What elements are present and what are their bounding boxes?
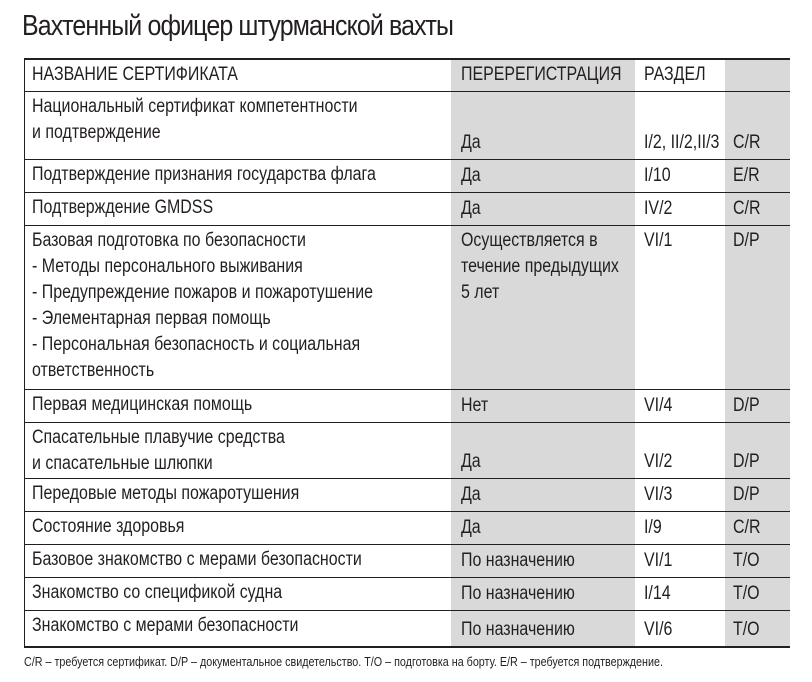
reregistration-value: Да bbox=[461, 451, 481, 472]
row-divider bbox=[24, 577, 790, 578]
row-divider bbox=[24, 192, 790, 193]
reregistration-value: Да bbox=[461, 132, 481, 153]
reregistration-value: По назначению bbox=[461, 619, 575, 640]
row-divider bbox=[24, 610, 790, 611]
reregistration-value: Да bbox=[461, 484, 481, 505]
reregistration-value: Да bbox=[461, 165, 481, 186]
table-left-border bbox=[24, 58, 25, 646]
document-code: D/P bbox=[733, 451, 760, 472]
row-divider bbox=[24, 422, 790, 423]
section-value: VI/4 bbox=[644, 395, 673, 416]
document-code: E/R bbox=[733, 165, 760, 186]
section-value: VI/1 bbox=[644, 550, 673, 571]
certificate-name: - Элементарная первая помощь bbox=[32, 308, 271, 329]
certificate-name: и подтверждение bbox=[32, 122, 161, 143]
document-code: D/P bbox=[733, 230, 760, 251]
certificate-name: Знакомство со спецификой судна bbox=[32, 582, 283, 603]
certificate-name: Подтверждение GMDSS bbox=[32, 197, 214, 218]
document-code: D/P bbox=[733, 484, 760, 505]
row-divider bbox=[24, 91, 790, 92]
document-code: D/P bbox=[733, 395, 760, 416]
document-code: C/R bbox=[733, 132, 761, 153]
legend-footnote: C/R – требуется сертификат. D/P – документальное свидетельство. T/O – подготовка на борту. E/R – требуется подтверждение. bbox=[24, 655, 663, 669]
certificate-name: - Методы персонального выживания bbox=[32, 256, 303, 277]
certificate-name: Национальный сертификат компетентности bbox=[32, 96, 358, 117]
section-value: I/2, II/2,II/3 bbox=[644, 132, 720, 153]
section-value: I/9 bbox=[644, 517, 662, 538]
certificate-table bbox=[24, 58, 790, 646]
section-value: I/10 bbox=[644, 165, 671, 186]
certificate-name: Базовая подготовка по безопасности bbox=[32, 230, 306, 251]
document-title: Вахтенный офицер штурманской вахты bbox=[22, 10, 454, 42]
certificate-name: Подтверждение признания государства флага bbox=[32, 164, 376, 185]
row-divider bbox=[24, 159, 790, 160]
section-value: VI/2 bbox=[644, 451, 673, 472]
reregistration-value: По назначению bbox=[461, 550, 575, 571]
section-value: VI/6 bbox=[644, 619, 673, 640]
reregistration-value: 5 лет bbox=[461, 282, 500, 303]
row-divider bbox=[24, 511, 790, 512]
document-code: T/O bbox=[733, 550, 760, 571]
document-code: T/O bbox=[733, 619, 760, 640]
reregistration-value: Да bbox=[461, 517, 481, 538]
certificate-name: Знакомство с мерами безопасности bbox=[32, 615, 299, 636]
section-value: I/14 bbox=[644, 583, 671, 604]
section-value: IV/2 bbox=[644, 198, 673, 219]
header-reregistration: ПЕРЕРЕГИСТРАЦИЯ bbox=[461, 64, 622, 85]
reregistration-value: Нет bbox=[461, 395, 489, 416]
row-divider bbox=[24, 646, 790, 648]
certificate-name: Передовые методы пожаротушения bbox=[32, 483, 300, 504]
document-code: T/O bbox=[733, 583, 760, 604]
certificate-name: Первая медицинская помощь bbox=[32, 394, 253, 415]
header-name: НАЗВАНИЕ СЕРТИФИКАТА bbox=[32, 64, 238, 85]
reregistration-value: По назначению bbox=[461, 583, 575, 604]
reregistration-value: Осуществляется в bbox=[461, 230, 598, 251]
certificate-name: - Персональная безопасность и социальная bbox=[32, 334, 361, 355]
certificate-name: Спасательные плавучие средства bbox=[32, 427, 285, 448]
certificate-name: Состояние здоровья bbox=[32, 516, 185, 537]
reregistration-value: Да bbox=[461, 198, 481, 219]
section-value: VI/1 bbox=[644, 230, 673, 251]
reregistration-value: течение предыдущих bbox=[461, 256, 619, 277]
header-section: РАЗДЕЛ bbox=[644, 64, 706, 85]
document-code: C/R bbox=[733, 198, 761, 219]
certificate-name: - Предупреждение пожаров и пожаротушение bbox=[32, 282, 374, 303]
row-divider bbox=[24, 544, 790, 545]
row-divider bbox=[24, 225, 790, 226]
row-divider bbox=[24, 478, 790, 479]
certificate-name: ответственность bbox=[32, 360, 155, 381]
row-divider bbox=[24, 58, 790, 60]
document-code: C/R bbox=[733, 517, 761, 538]
row-divider bbox=[24, 389, 790, 390]
certificate-name: Базовое знакомство с мерами безопасности bbox=[32, 549, 362, 570]
certificate-name: и спасательные шлюпки bbox=[32, 453, 213, 474]
section-value: VI/3 bbox=[644, 484, 673, 505]
